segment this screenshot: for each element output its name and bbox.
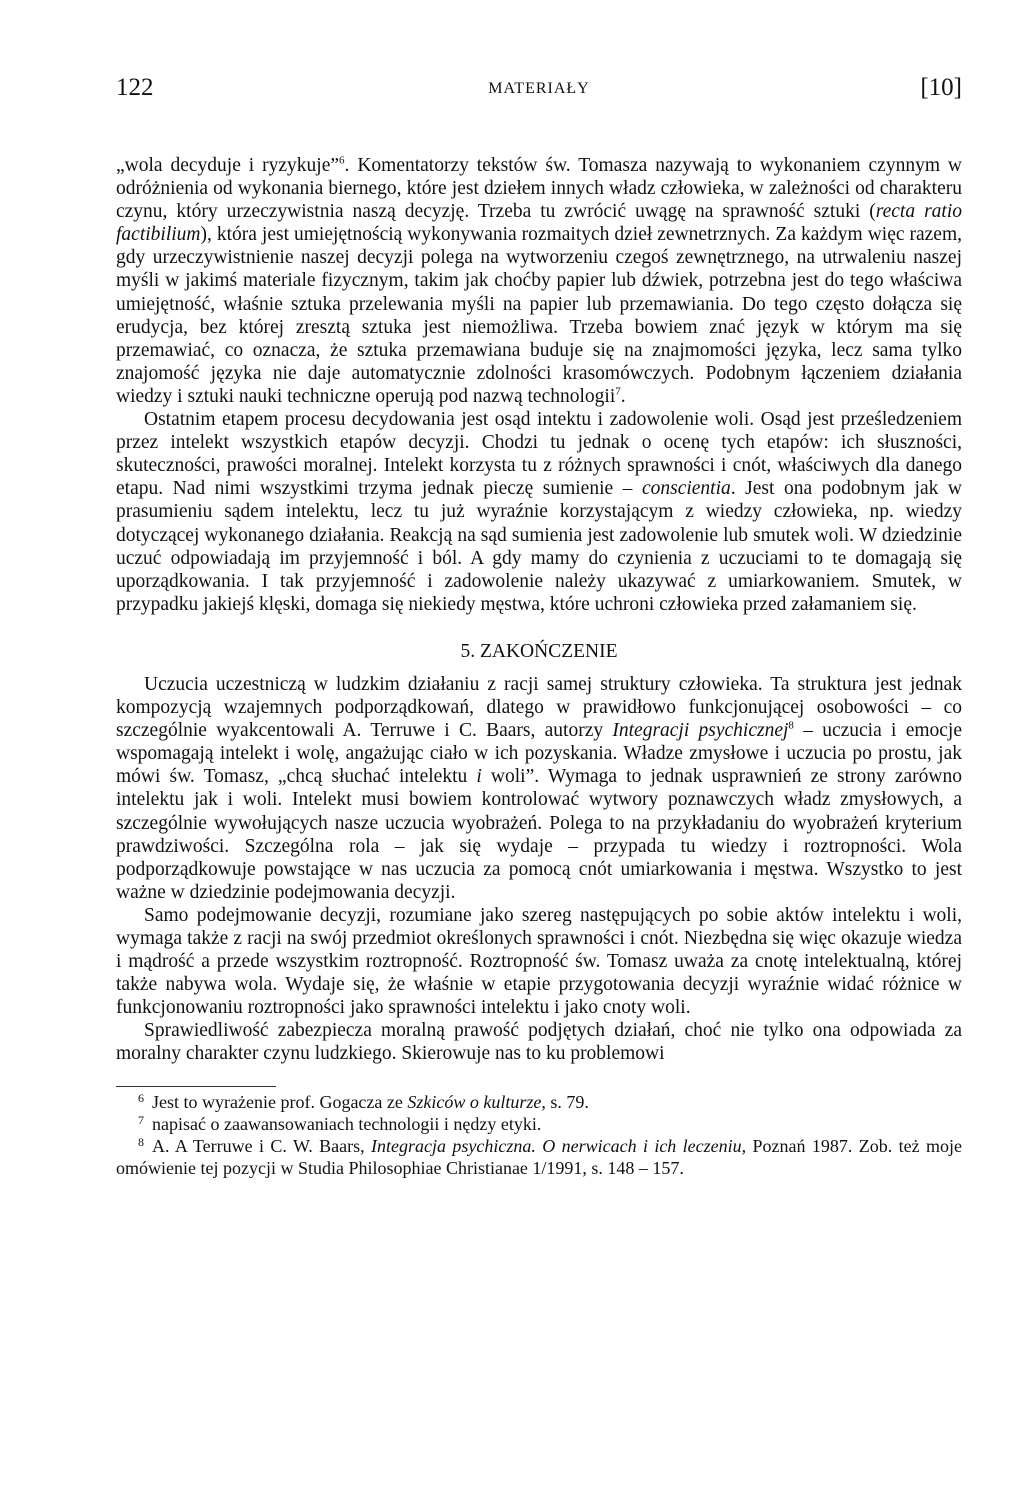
footnote-7: 7 napisać o zaawansowaniach technologii i nędzy etyki. — [138, 1112, 542, 1134]
footnote-ref-7: 7 — [615, 385, 621, 398]
body-text — [116, 154, 962, 1066]
running-header — [116, 70, 962, 110]
page — [116, 70, 962, 1179]
page-number: 122 — [116, 74, 154, 101]
latin-phrase: recta ratio factibilium — [116, 201, 962, 246]
section-reference: [10] — [920, 74, 962, 101]
paragraph-5: Sprawiedliwość zabezpiecza moralną prawość podjętych działań, choć nie tylko ona odpowiada za moralny charakter czynu ludzkiego. Skierowuje nas to ku problemowi — [116, 1020, 962, 1065]
book-title: Integracji psychicznej — [612, 720, 789, 742]
section-heading: 5. ZAKOŃCZENIE — [460, 640, 618, 662]
running-title: MATERIAŁY — [488, 80, 590, 97]
footnote-ref-6: 6 — [339, 154, 345, 167]
footnote-8: 8 A. A Terruwe i C. W. Baars, Integracja psychiczna. O nerwicach i ich leczeniu, Poznań 1987. Zob. też moje omówienie tej pozycji w Studia Philosophiae Christianae 1/1991, s. 148 – 157. — [116, 1134, 962, 1178]
footnote-6: 6 Jest to wyrażenie prof. Gogacza ze Szkiców o kulturze, s. 79. — [138, 1090, 589, 1112]
paragraph-3: Uczucia uczestniczą w ludzkim działaniu z racji samej struktury człowieka. Ta struktura jest jednak kompozycją wzajemnych podporządkowań, dlatego w prawidłowo funkcjonującej osobowości – co szczególnie wyakcentowali A. Terruwe i C. Baars, autorzy Integracji psychicznej$^8$ – uczucia i emocje wspomagają intelekt i wolę, angażując ciało w ich pozyskania. Władze zmysłowe i uczucia po prostu, jak mówi św. Tomasz, „chcą słuchać intelektu i woli”. Wymaga to jednak usprawnień ze strony zarówno intelektu jak i woli. Intelekt musi bowiem kontrolować wytwory poznawczych władz zmysłowych, a szczególnie wywołujących nasze uczucia wyobrażeń. Polega to na przykładaniu do wyobrażeń kryterium prawdziwości. Szczególna rola – jak się wydaje – przypada tu wiedzy i roztropności. Wola podporządkowuje powstające w nas uczucia za pomocą cnót umiarkowania i męstwa. Wszystko to jest ważne w dziedzinie podejmowania decyzji. — [116, 673, 962, 903]
paragraph-1: „wola decyduje i ryzykuje”$^6$. Komentatorzy tekstów św. Tomasza nazywają to wykonaniem czynnym w odróżnienia od wykonania biernego, które jest dziełem innych władz człowieka, w zależności od charakteru czynu, który urzeczywistnia naszą decyzję. Trzeba tu zwrócić uwągę na sprawność sztuki (recta ratio factibilium), która jest umiejętnością wykonywania rozmaitych dzieł zewnetrznych. Za każdym więc razem, gdy urzeczywistnienie naszej decyzji polega na wytworzeniu czegoś zewnętrznego, na utrwaleniu naszej myśli w jakimś materiale fizycznym, takim jak choćby papier lub dźwiek, potrzebna jest do tego właściwa umiejętność, właśnie sztuka przelewania myśli na papier lub przemawiania. Do tego często dołącza się erudycja, bez której zresztą sztuka jest niemożliwa. Trzeba bowiem znać język w którym ma się przemawiać, co oznacza, że sztuka przemawiana buduje się na znajmomości języka, lecz sama tylko znajomość języka nie daje automatycznie zdolności krasomówczych. Podobnym łączeniem działania wiedzy i sztuki nauki techniczne operują pod nazwą technologii$^7$. — [116, 154, 962, 407]
paragraph-4: Samo podejmowanie decyzji, rozumiane jako szereg następujących po sobie aktów intelektu i woli, wymaga także z racji na swój przedmiot określonych sprawności i cnót. Niezbędna się więc okazuje wiedza i mądrość a przede wszystkim roztropność. Roztropność św. Tomasz uważa za cnotę intelektualną, której także nabywa wola. Wydaje się, że właśnie w etapie przygotowania decyzji wyraźnie widać różnice w funkcjonowaniu roztropności jako sprawności intelektu i jako cnoty woli. — [116, 904, 962, 1019]
footnote-rule — [116, 1086, 276, 1087]
footnotes — [116, 1086, 962, 1179]
latin-term: conscientia — [641, 478, 731, 500]
paragraph-2: Ostatnim etapem procesu decydowania jest osąd intektu i zadowolenie woli. Osąd jest prześledzeniem przez intelekt wszystkich etapów decyzji. Chodzi tu jednak o ocenę tych etapów: ich słuszności, skuteczności, prawości moralnej. Intelekt korzysta tu z różnych sprawności i cnót, właściwych dla danego etapu. Nad nimi wszystkimi trzyma jednak pieczę sumienie – conscientia. Jest ona podobnym jak w prasumieniu sądem intelektu, lecz tu już wyraźnie korzystającym z wiedzy człowieka, np. wiedzy dotyczącej wykonanego działania. Reakcją na sąd sumienia jest zadowolenie lub smutek woli. W dziedzinie uczuć odpowiadają im przyjemność i ból. A gdy mamy do czynienia z uczuciami to te domagają się uporządkowania. I tak przyjemność i zadowolenie należy ukazywać z umiarkowaniem. Smutek, w przypadku jakiejś klęski, domaga się niekiedy męstwa, które uchroni człowieka przed załamaniem się. — [116, 409, 962, 615]
footnote-ref-8: 8 — [788, 719, 794, 732]
